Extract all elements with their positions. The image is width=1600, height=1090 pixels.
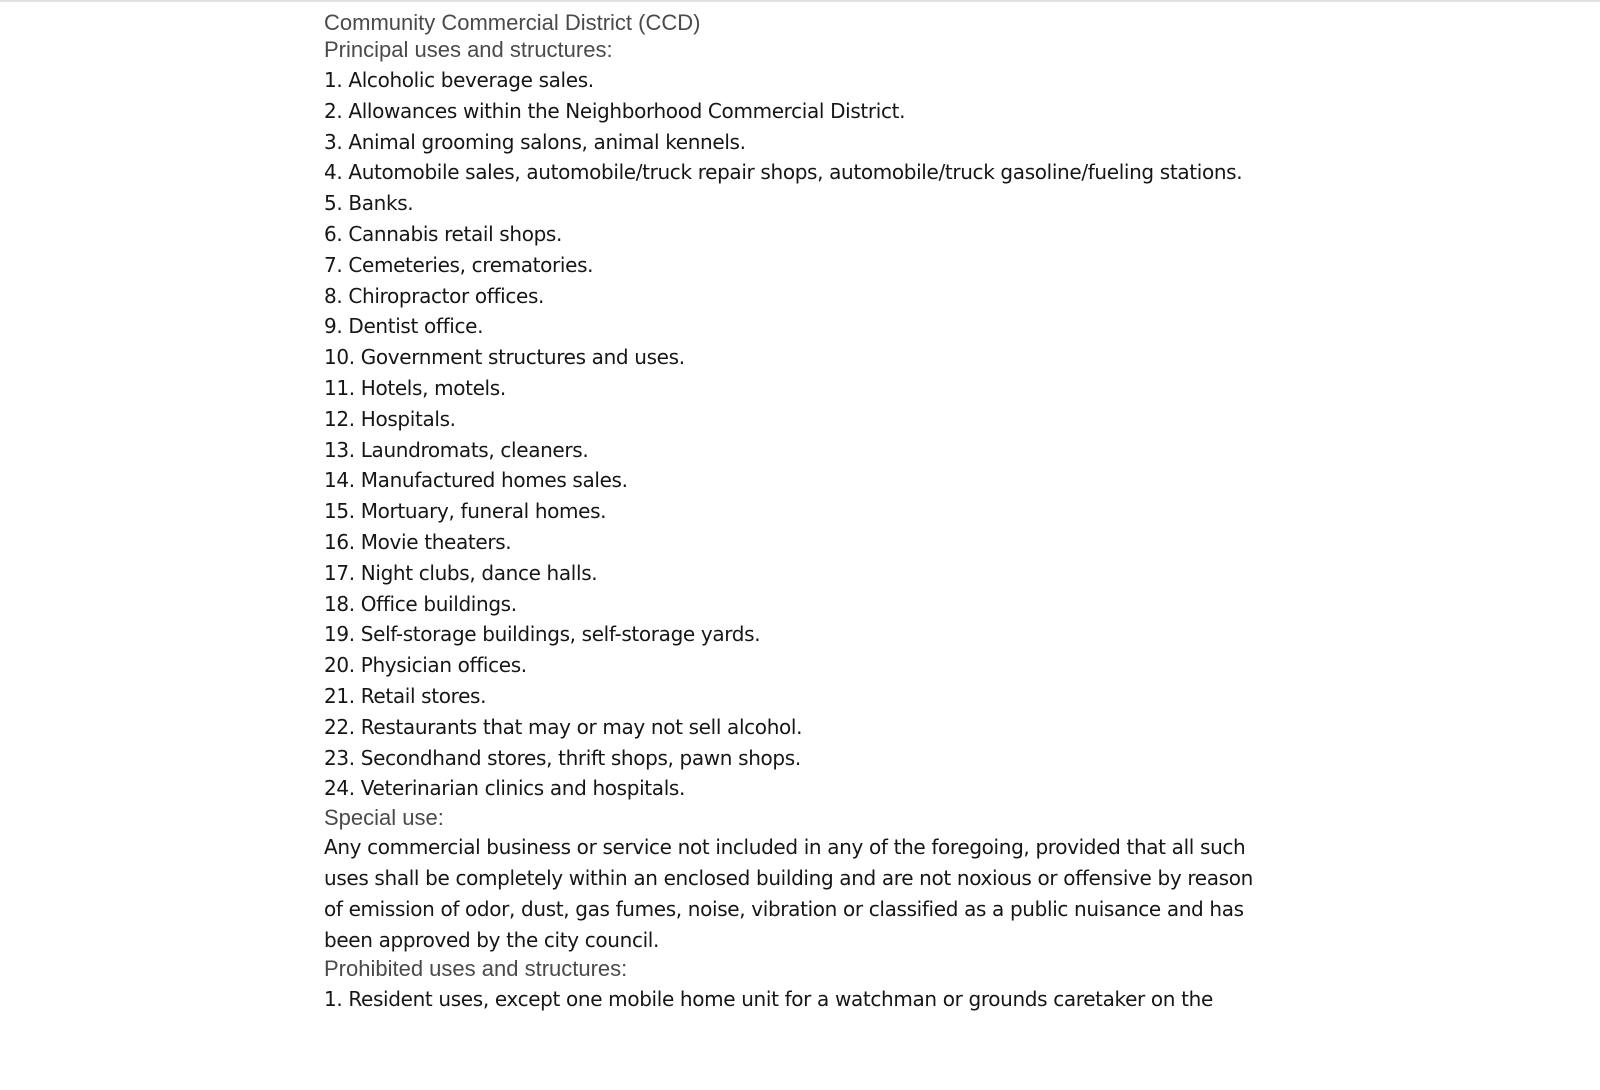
list-item: 23. Secondhand stores, thrift shops, pawn shops.: [324, 745, 801, 770]
list-item: 5. Banks.: [324, 191, 414, 216]
list-item: 14. Manufactured homes sales.: [324, 468, 628, 493]
paragraph-line: Any commercial business or service not included in any of the foregoing, provided that all such: [324, 835, 1246, 860]
list-item: 7. Cemeteries, crematories.: [324, 252, 594, 277]
list-item: 12. Hospitals.: [324, 406, 456, 431]
list-item: 1. Alcoholic beverage sales.: [324, 68, 594, 92]
list-item: 4. Automobile sales, automobile/truck repair shops, automobile/truck gasoline/fueling stations.: [324, 160, 1243, 185]
page-top-border: [0, 0, 1600, 2]
list-item: 19. Self-storage buildings, self-storage yards.: [324, 622, 761, 647]
document-page: [324, 9, 1324, 1015]
list-item: 11. Hotels, motels.: [324, 375, 506, 400]
list-item: 15. Mortuary, funeral homes.: [324, 499, 607, 524]
special-use-paragraph: [324, 832, 1324, 955]
list-item: 24. Veterinarian clinics and hospitals.: [324, 776, 685, 801]
paragraph-line: been approved by the city council.: [324, 927, 660, 952]
document-title: Community Commercial District (CCD): [324, 10, 701, 35]
paragraph-line: of emission of odor, dust, gas fumes, noise, vibration or classified as a public nuisance and has: [324, 896, 1244, 921]
list-item: 21. Retail stores.: [324, 683, 487, 708]
list-item: 6. Cannabis retail shops.: [324, 221, 563, 246]
list-item: 9. Dentist office.: [324, 314, 484, 339]
list-item: 18. Office buildings.: [324, 591, 517, 616]
list-item: 10. Government structures and uses.: [324, 345, 685, 370]
list-item: 17. Night clubs, dance halls.: [324, 560, 598, 585]
principal-uses-list: [324, 65, 1324, 804]
prohibited-uses-heading: Prohibited uses and structures:: [324, 956, 628, 982]
prohibited-uses-list: [324, 984, 1324, 1015]
list-item: 8. Chiropractor offices.: [324, 283, 545, 308]
list-item: 20. Physician offices.: [324, 653, 527, 678]
special-use-heading: Special use:: [324, 805, 444, 831]
list-item: 2. Allowances within the Neighborhood Commercial District.: [324, 98, 906, 123]
paragraph-line: uses shall be completely within an enclosed building and are not noxious or offensive by reason: [324, 865, 1253, 890]
list-item: 16. Movie theaters.: [324, 529, 512, 554]
list-item: 22. Restaurants that may or may not sell alcohol.: [324, 714, 803, 739]
list-item: 13. Laundromats, cleaners.: [324, 437, 589, 462]
list-item: 1. Resident uses, except one mobile home unit for a watchman or grounds caretaker on the: [324, 987, 1213, 1012]
principal-uses-heading: Principal uses and structures:: [324, 37, 613, 62]
list-item: 3. Animal grooming salons, animal kennels.: [324, 129, 746, 154]
